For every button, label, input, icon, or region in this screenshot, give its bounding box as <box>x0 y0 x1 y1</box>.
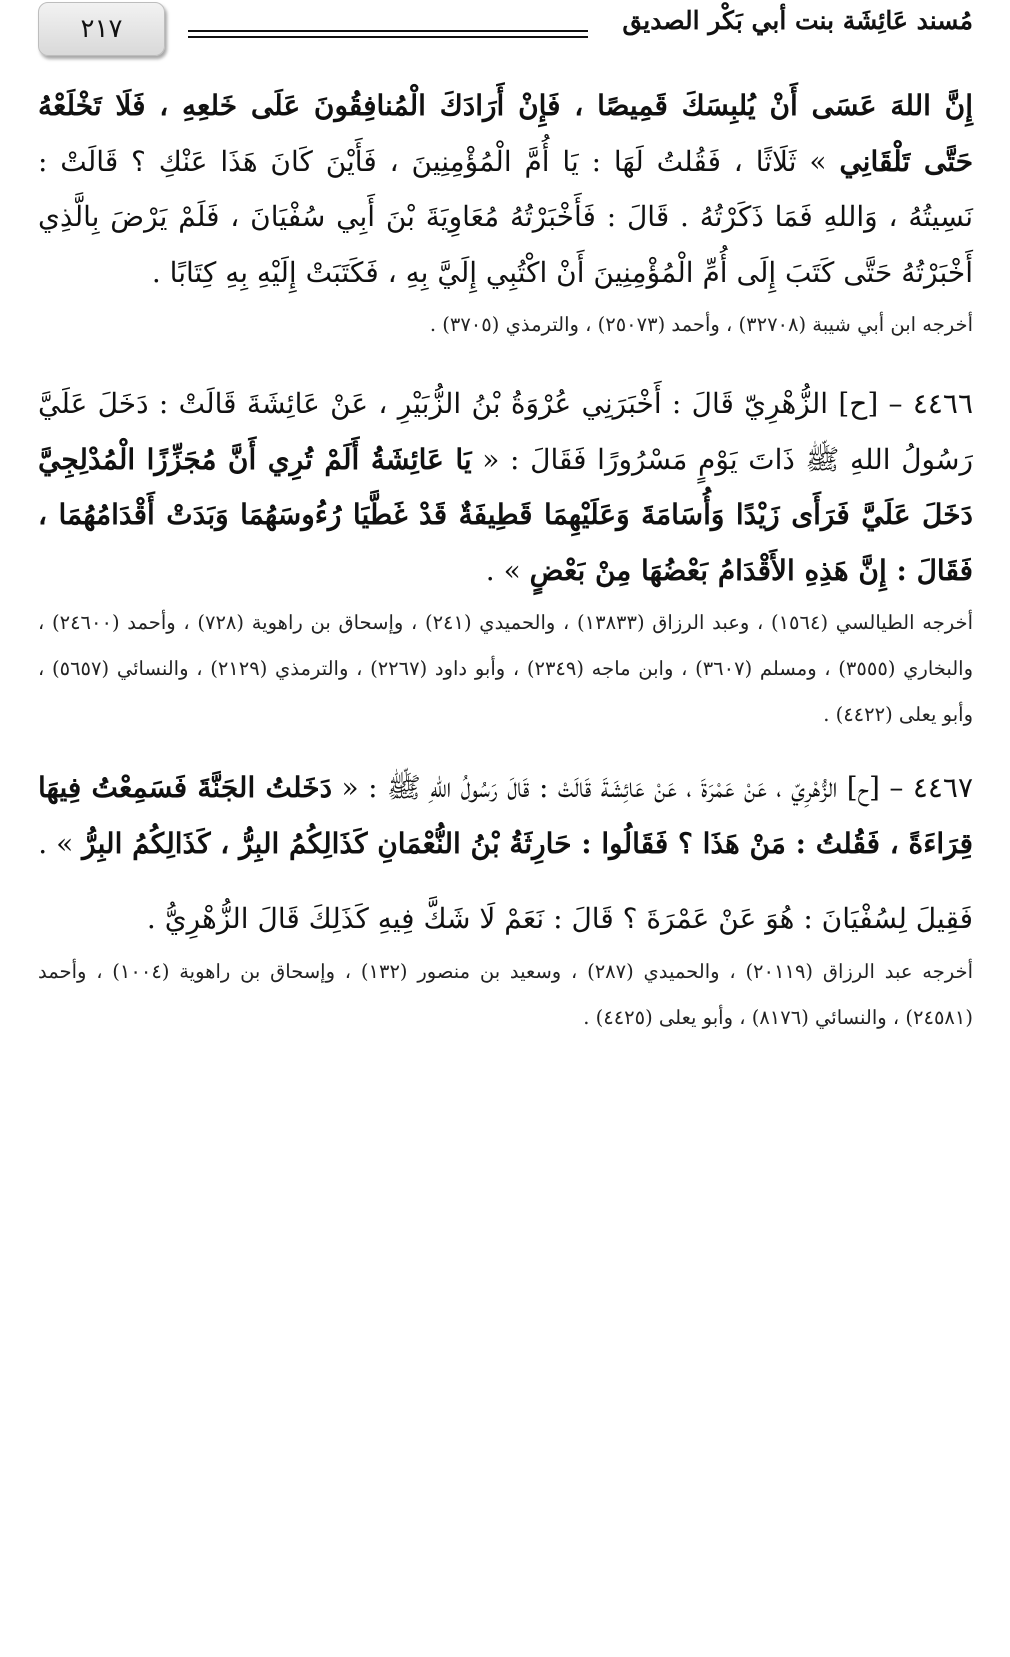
page-header <box>38 0 973 62</box>
page-number: ٢١٧ <box>80 14 123 44</box>
hadith-4466 <box>38 376 973 598</box>
hadith-4466-chain: ٤٤٦٦ – [ح] الزُّهْرِيّ قَالَ : أَخْبَرَنِي عُرْوَةُ بْنُ الزُّبَيْرِ ، عَنْ عَائِشَةَ قَالَتْ : دَخَلَ عَلَيَّ رَسُولُ اللهِ ﷺ ذَاتَ يَوْمٍ مَسْرُورًا فَقَالَ : « <box>38 387 973 476</box>
footnote-4467: أخرجه عبد الرزاق (٢٠١١٩) ، والحميدي (٢٨٧) ، وسعيد بن منصور (١٣٢) ، وإسحاق بن راهوية (١٠٠٤) ، وأحمد (٢٤٥٨١) ، والنسائي (٨١٧٦) ، وأبو يعلى (٤٤٢٥) . <box>38 959 973 1029</box>
header-rule-top <box>188 30 588 32</box>
page-number-tab <box>38 2 165 56</box>
hadith-4467 <box>38 760 973 871</box>
page-body <box>38 78 973 1041</box>
footnote-takhrij: أخرجه ابن أبي شيبة (٣٢٧٠٨) ، وأحمد (٢٥٠٧٣) ، والترمذي (٣٧٠٥) . <box>429 313 973 336</box>
hadith-4466-quote: يَا عَائِشَةُ أَلَمْ تُرِي أَنَّ مُجَزِّزًا الْمُدْلِجِيَّ دَخَلَ عَلَيَّ فَرَأَى زَيْدًا وَأُسَامَةَ وَعَلَيْهِمَا قَطِيفَةٌ قَدْ غَطَّيَا رُءُوسَهُمَا وَبَدَتْ أَقْدَامُهُمَا ، فَقَالَ : إِنَّ هَذِهِ الأَقْدَامُ بَعْضُهَا مِنْ بَعْضٍ <box>38 442 973 587</box>
hadith-4467-end: » . <box>38 826 83 860</box>
hadith-continuation <box>38 78 973 300</box>
hadith-4467-quote: دَخَلتُ الجَنَّةَ فَسَمِعْتُ فِيهَا قِرَاءَةً ، فَقُلتُ : مَنْ هَذَا ؟ فَقَالُوا : حَارِثَةُ بْنُ النُّعْمَانِ كَذَالِكُمُ البِرُّ ، كَذَالِكُمُ البِرُّ <box>38 771 973 860</box>
hadith-4467-chain: ٤٤٦٧ – [ح] الزُّهْرِيّ ، عَنْ عَمْرَةَ ، عَنْ عَائِشَةَ قَالَتْ : قَالَ رَسُولُ اللهِ ﷺ : « <box>332 771 973 804</box>
hadith-quote: إِنَّ اللهَ عَسَى أَنْ يُلبِسَكَ قَمِيصًا ، فَإِنْ أَرَادَكَ الْمُنافِقُونَ عَلَى خَلعِهِ ، فَلَا تَخْلَعْهُ حَتَّى تَلْقَانِي <box>38 89 974 178</box>
hadith-narration: » ثَلَاثًا ، فَقُلتُ لَهَا : يَا أُمَّ الْمُؤْمِنِينَ ، فَأَيْنَ كَانَ هَذَا عَنْكِ ؟ قَالَتْ : نَسِيتُهُ ، وَاللهِ فَمَا ذَكَرْتُهُ . قَالَ : فَأَخْبَرْتُهُ مُعَاوِيَةَ بْنَ أَبِي سُفْيَانَ ، فَلَمْ يَرْضَ بِالَّذِي أَخْبَرْتُهُ حَتَّى كَتَبَ إِلَى أُمِّ الْمُؤْمِنِينَ أَنْ اكْتُبِي إِلَيَّ بِهِ ، فَكَتَبَتْ إِلَيْهِ بِهِ كِتَابًا . <box>38 144 973 289</box>
footnote-4466: أخرجه الطيالسي (١٥٦٤) ، وعبد الرزاق (١٣٨٣٣) ، والحميدي (٢٤١) ، وإسحاق بن راهوية (٧٢٨) ، وأحمد (٢٤٦٠٠) ، والبخاري (٣٥٥٥) ، ومسلم (٣٦٠٧) ، وابن ماجه (٢٣٤٩) ، وأبو داود (٢٢٦٧) ، والترمذي (٢١٢٩) ، والنسائي (٥٦٥٧) ، وأبو يعلى (٤٤٢٢) . <box>38 611 974 726</box>
header-rule-bottom <box>188 36 588 38</box>
hadith-4466-end: » . <box>485 553 530 587</box>
hadith-4467-comment: فَقِيلَ لِسُفْيَانَ : هُوَ عَنْ عَمْرَةَ ؟ قَالَ : نَعَمْ لَا شَكَّ فِيهِ كَذَلِكَ قَالَ الزُّهْرِيُّ . <box>146 902 973 935</box>
running-title: مُسند عَائِشَة بنت أبي بَكْر الصديق <box>622 6 973 35</box>
